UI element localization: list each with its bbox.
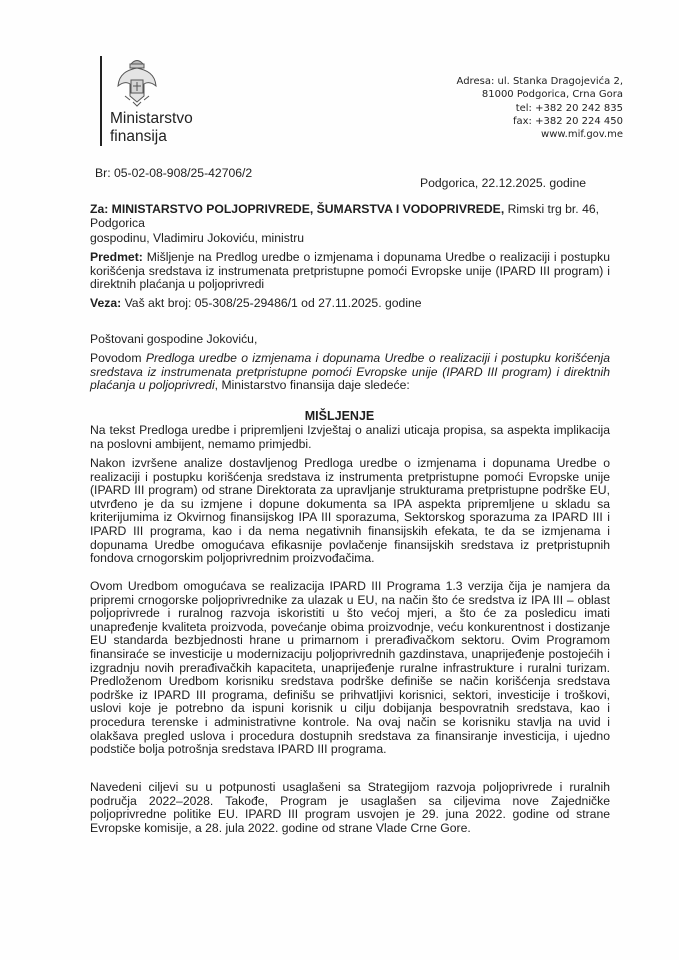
intro-italic-title: Predloga uredbe o izmjenama i dopunama Uredbe o realizaciji i postupku korišćenja sredstava iz instrumenata pretpristupne pomoći Evropske unije (IPARD III program) i direktnih plaćanja u poljoprivredi xyxy=(90,351,610,393)
salutation: Poštovani gospodine Jokoviću, xyxy=(90,332,258,346)
address-city: 81000 Podgorica, Crna Gora xyxy=(481,89,623,101)
ministry-name-line1: Ministarstvo xyxy=(110,110,193,127)
ministry-name xyxy=(110,110,193,146)
recipient-address: Rimski trg br. 46, Podgorica xyxy=(90,202,600,230)
recipient-label: Za: xyxy=(90,202,109,216)
subject-block xyxy=(90,251,610,292)
body-paragraph-4: Navedeni ciljevi su u potpunosti usaglašeni sa Strategijom razvoja poljoprivrede i ruralnih područja 2022–2028. Takođe, Program je usaglašen sa ciljevima nove Zajedničke poljoprivredne politike EU. IPARD III program usvojen je 29. juna 2022. godine od strane Evropske komisije, a 28. jula 2022. godine od strane Vlade Crne Gore. xyxy=(90,780,610,835)
reference-number: Br: 05-02-08-908/25-42706/2 xyxy=(95,166,253,180)
connection-label: Veza: xyxy=(90,296,122,310)
intro-paragraph xyxy=(90,352,610,393)
letterhead-divider xyxy=(100,56,102,146)
intro-lead: Povodom xyxy=(90,351,142,365)
opinion-heading: MIŠLJENJE xyxy=(304,409,375,423)
intro-tail: , Ministarstvo finansija daje sledeće: xyxy=(214,378,410,393)
recipient-attention: gospodinu, Vladimiru Jokoviću, ministru xyxy=(90,231,305,245)
address-website[interactable]: www.mif.gov.me xyxy=(541,129,623,141)
ministry-address xyxy=(457,75,623,141)
document-date: Podgorica, 22.12.2025. godine xyxy=(420,176,587,190)
body-paragraph-3: Ovom Uredbom omogućava se realizacija IPARD III Programa 1.3 verzija čija je namjera da pripremi crnogorske poljoprivrednike za ulazak u EU, na način što će sredstva iz IPA III – oblast poljoprivrede i ruralnog razvoja iskoristiti u što većoj mjeri, a što će za posledicu imati unapređenje kvaliteta proizvoda, povećanje obima proizvodnje, veću konkurentnost i dostizanje EU standarda bezbjednosti hrane u primarnom i prerađivačkom sektoru. Ovim Programom finansiraće se investicije u modernizaciju poljoprivrednih gazdinstava, unaprijeđenje postojećih i izgradnju novih prerađivačkih kapaciteta, unaprijeđenje ruralne infrastrukture i ruralni turizam. Predloženom Uredbom korisniku sredstava podrške definiše se način korišćenja sredstava podrške iz IPARD III programa, definišu se prihvatljivi korisnici, sektori, investicije i troškovi, uslovi koje je potrebno da ispuni korisnik u cilju dobijanja bespovratnih sredstava, kao i procedura terenske i administrativne kontrole. Na ovaj način se korisniku stavlja na uvid i olakšava pregled uslova i procedura dostupnih sredstava za finansiranje investicija, i ujedno podstiče bolja potrošnja sredstava IPARD III programa. xyxy=(90,579,610,757)
montenegro-coat-of-arms-icon xyxy=(115,56,159,108)
body-paragraph-2: Nakon izvršene analize dostavljenog Predloga uredbe o izmjenama i dopunama Uredbe o realizaciji i postupku korišćenja sredstava iz instrumenta pretpristupne pomoći Evropske unije (IPARD III program) od strane Direktorata za upravljanje strukturama pretpristupne podrške EU, utvrđeno je da su izmjene i dopune dokumenta sa IPA aspekta pripremljene u skladu sa kriterijumima iz Okvirnog finansijskog IPA III sporazuma, Sektorskog sporazuma za IPARD III i IPARD III programa, kao i da nema negativnih finansijskih efekata, te da se izmjenama i dopunama Uredbe omogućava efikasnije povlačenje finansijskih sredstava iz pretpristupnih fondova crnogorskim poljoprivrednim proizvođačima. xyxy=(90,456,610,566)
address-street: Adresa: ul. Stanka Dragojevića 2, xyxy=(456,76,623,87)
recipient-block xyxy=(90,203,610,230)
ministry-name-line2: finansija xyxy=(110,128,167,145)
recipient-name: MINISTARSTVO POLJOPRIVREDE, ŠUMARSTVA I VODOPRIVREDE, xyxy=(111,202,505,216)
connection-text: Vaš akt broj: 05-308/25-29486/1 od 27.11.2025. godine xyxy=(124,296,422,310)
address-fax: fax: +382 20 224 450 xyxy=(512,115,623,127)
subject-label: Predmet: xyxy=(90,250,143,264)
body-paragraph-1: Na tekst Predloga uredbe i pripremljeni Izvještaj o analizi uticaja propisa, sa aspekta implikacija na poslovni ambijent, nemamo primjedbi. xyxy=(90,423,610,451)
subject-text: Mišljenje na Predlog uredbe o izmjenama i dopunama Uredbe o realizaciji i postupku korišćenja sredstava iz instrumenata pretpristupne pomoći Evropske unije (IPARD III program) i direktnih plaćanja u poljoprivredi xyxy=(90,250,611,292)
connection-block xyxy=(90,297,422,311)
address-phone: tel: +382 20 242 835 xyxy=(515,102,623,114)
